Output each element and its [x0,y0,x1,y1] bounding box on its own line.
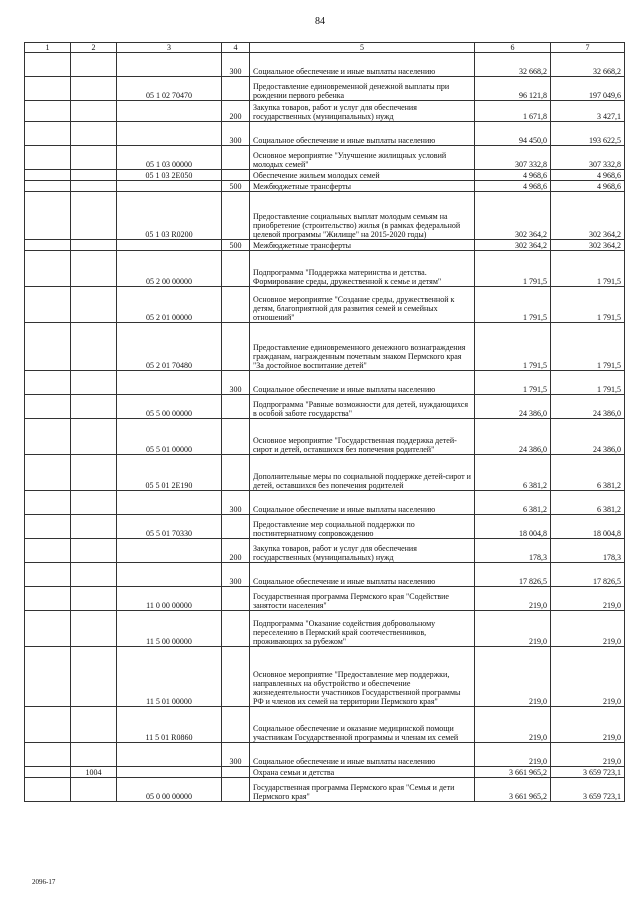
cell-amount-year1: 219,0 [475,611,551,647]
cell-expense-type [222,77,250,101]
cell-amount-year1: 1 791,5 [475,287,551,323]
cell-description: Основное мероприятие "Государственная поддержка детей-сирот и детей, оставшихся без попечения родителей" [250,419,475,455]
cell-subsection [71,53,117,77]
cell-amount-year1: 3 661 965,2 [475,767,551,778]
cell-section [25,491,71,515]
cell-amount-year2: 219,0 [551,647,625,707]
cell-section [25,587,71,611]
cell-subsection [71,146,117,170]
cell-amount-year2: 3 427,1 [551,101,625,122]
cell-section [25,287,71,323]
cell-expense-type: 300 [222,371,250,395]
cell-amount-year2: 1 791,5 [551,323,625,371]
table-row [25,287,625,323]
cell-expense-type [222,146,250,170]
document-code: 2096-17 [32,878,56,886]
cell-subsection [71,778,117,802]
cell-subsection [71,647,117,707]
cell-amount-year1: 219,0 [475,743,551,767]
cell-expense-type [222,778,250,802]
column-header: 5 [250,43,475,53]
cell-subsection [71,539,117,563]
cell-description: Обеспечение жильем молодых семей [250,170,475,181]
cell-subsection [71,122,117,146]
table-row [25,491,625,515]
cell-subsection [71,181,117,192]
table-row [25,563,625,587]
cell-description: Предоставление социальных выплат молодым семьям на приобретение (строительство) жилья (в рамках федеральной целевой программы "Жилище" на 2015-2020 годы) [250,192,475,240]
cell-target-article: 05 5 01 00000 [117,419,222,455]
table-row [25,240,625,251]
cell-target-article: 05 0 00 00000 [117,778,222,802]
cell-description: Подпрограмма "Оказание содействия добровольному переселению в Пермский край соотечественников, проживающих за рубежом" [250,611,475,647]
budget-table [24,42,625,802]
cell-subsection [71,170,117,181]
cell-amount-year2: 4 968,6 [551,170,625,181]
cell-section [25,323,71,371]
cell-amount-year1: 219,0 [475,707,551,743]
column-header: 6 [475,43,551,53]
cell-amount-year2: 178,3 [551,539,625,563]
cell-amount-year1: 4 968,6 [475,181,551,192]
cell-target-article [117,491,222,515]
cell-section [25,455,71,491]
cell-amount-year1: 1 791,5 [475,323,551,371]
cell-section [25,101,71,122]
table-row [25,419,625,455]
cell-target-article: 11 0 00 00000 [117,587,222,611]
cell-subsection [71,192,117,240]
cell-amount-year2: 3 659 723,1 [551,778,625,802]
cell-description: Социальное обеспечение и иные выплаты населению [250,563,475,587]
cell-amount-year2: 219,0 [551,707,625,743]
cell-expense-type [222,707,250,743]
cell-expense-type [222,287,250,323]
cell-section [25,170,71,181]
cell-amount-year1: 302 364,2 [475,192,551,240]
cell-description: Подпрограмма "Поддержка материнства и детства. Формирование среды, дружественной к семье и детям" [250,251,475,287]
cell-amount-year2: 219,0 [551,743,625,767]
cell-section [25,647,71,707]
cell-section [25,767,71,778]
cell-description: Предоставление мер социальной поддержки по постинтернатному сопровождению [250,515,475,539]
cell-target-article: 05 1 03 R0200 [117,192,222,240]
cell-subsection [71,455,117,491]
cell-target-article: 05 5 00 00000 [117,395,222,419]
cell-amount-year1: 6 381,2 [475,455,551,491]
cell-description: Закупка товаров, работ и услуг для обеспечения государственных (муниципальных) нужд [250,101,475,122]
cell-subsection [71,240,117,251]
cell-description: Подпрограмма "Равные возможности для детей, нуждающихся в особой заботе государства" [250,395,475,419]
cell-amount-year1: 96 121,8 [475,77,551,101]
cell-expense-type [222,455,250,491]
cell-subsection [71,101,117,122]
cell-amount-year2: 4 968,6 [551,181,625,192]
table-row [25,371,625,395]
cell-target-article [117,122,222,146]
table-row [25,323,625,371]
cell-expense-type [222,323,250,371]
cell-target-article: 05 2 01 70480 [117,323,222,371]
header-row [25,43,625,53]
cell-description: Межбюджетные трансферты [250,240,475,251]
cell-amount-year1: 1 671,8 [475,101,551,122]
table-row [25,170,625,181]
cell-expense-type [222,767,250,778]
cell-expense-type: 300 [222,53,250,77]
cell-subsection [71,287,117,323]
table-row [25,778,625,802]
cell-amount-year1: 302 364,2 [475,240,551,251]
table-row [25,122,625,146]
cell-target-article: 11 5 00 00000 [117,611,222,647]
cell-expense-type: 200 [222,539,250,563]
cell-target-article [117,240,222,251]
cell-target-article [117,53,222,77]
cell-amount-year1: 3 661 965,2 [475,778,551,802]
cell-expense-type [222,419,250,455]
cell-amount-year2: 18 004,8 [551,515,625,539]
cell-target-article: 05 5 01 70330 [117,515,222,539]
column-header: 4 [222,43,250,53]
cell-amount-year2: 193 622,5 [551,122,625,146]
cell-subsection [71,743,117,767]
cell-amount-year1: 94 450,0 [475,122,551,146]
table-row [25,192,625,240]
cell-amount-year2: 1 791,5 [551,371,625,395]
cell-amount-year1: 1 791,5 [475,251,551,287]
cell-amount-year1: 307 332,8 [475,146,551,170]
cell-description: Государственная программа Пермского края "Содействие занятости населения" [250,587,475,611]
table-row [25,587,625,611]
cell-target-article: 05 1 03 00000 [117,146,222,170]
cell-expense-type: 200 [222,101,250,122]
cell-amount-year2: 17 826,5 [551,563,625,587]
table-row [25,647,625,707]
table-row [25,251,625,287]
cell-expense-type [222,587,250,611]
cell-description: Государственная программа Пермского края "Семья и дети Пермского края" [250,778,475,802]
cell-subsection [71,611,117,647]
table-row [25,767,625,778]
table-row [25,395,625,419]
cell-subsection [71,251,117,287]
table-row [25,77,625,101]
cell-description: Основное мероприятие "Улучшение жилищных условий молодых семей" [250,146,475,170]
cell-section [25,611,71,647]
cell-section [25,53,71,77]
cell-amount-year2: 6 381,2 [551,491,625,515]
cell-description: Охрана семьи и детства [250,767,475,778]
column-header: 1 [25,43,71,53]
cell-amount-year1: 1 791,5 [475,371,551,395]
cell-target-article: 11 5 01 R0860 [117,707,222,743]
cell-subsection [71,395,117,419]
cell-description: Основное мероприятие "Создание среды, дружественной к детям, благоприятной для развития семей и семейных отношений" [250,287,475,323]
cell-subsection: 1004 [71,767,117,778]
cell-description: Межбюджетные трансферты [250,181,475,192]
cell-section [25,77,71,101]
cell-section [25,251,71,287]
cell-amount-year2: 24 386,0 [551,395,625,419]
cell-description: Социальное обеспечение и иные выплаты населению [250,491,475,515]
cell-section [25,395,71,419]
cell-amount-year2: 302 364,2 [551,192,625,240]
cell-subsection [71,419,117,455]
cell-section [25,146,71,170]
cell-expense-type: 300 [222,743,250,767]
cell-target-article: 05 2 00 00000 [117,251,222,287]
cell-amount-year2: 3 659 723,1 [551,767,625,778]
cell-target-article: 05 5 01 2Е190 [117,455,222,491]
table-row [25,146,625,170]
cell-description: Социальное обеспечение и иные выплаты населению [250,743,475,767]
cell-section [25,192,71,240]
table-row [25,181,625,192]
table-row [25,101,625,122]
cell-section [25,122,71,146]
cell-amount-year1: 32 668,2 [475,53,551,77]
cell-target-article: 05 1 03 2Е050 [117,170,222,181]
column-header: 2 [71,43,117,53]
cell-expense-type: 500 [222,240,250,251]
cell-amount-year2: 197 049,6 [551,77,625,101]
cell-description: Предоставление единовременного денежного вознаграждения гражданам, награжденным почетным знаком Пермского края "За достойное воспитание детей" [250,323,475,371]
table-row [25,611,625,647]
cell-amount-year1: 219,0 [475,647,551,707]
cell-expense-type: 300 [222,122,250,146]
cell-section [25,419,71,455]
cell-target-article [117,101,222,122]
cell-section [25,539,71,563]
cell-amount-year2: 1 791,5 [551,287,625,323]
cell-expense-type [222,192,250,240]
cell-target-article [117,539,222,563]
cell-amount-year1: 24 386,0 [475,395,551,419]
cell-description: Социальное обеспечение и иные выплаты населению [250,53,475,77]
cell-section [25,181,71,192]
cell-description: Основное мероприятие "Предоставление мер поддержки, направленных на обустройство и обеспечение жизнедеятельности участников Государственной программы РФ и членов их семей на территории Пермского края" [250,647,475,707]
cell-description: Предоставление единовременной денежной выплаты при рождении первого ребенка [250,77,475,101]
cell-amount-year2: 6 381,2 [551,455,625,491]
cell-description: Социальное обеспечение и оказание медицинской помощи участникам Государственной программы и членам их семей [250,707,475,743]
cell-amount-year2: 32 668,2 [551,53,625,77]
cell-section [25,371,71,395]
cell-subsection [71,563,117,587]
cell-target-article [117,767,222,778]
cell-subsection [71,587,117,611]
cell-amount-year1: 17 826,5 [475,563,551,587]
cell-amount-year1: 24 386,0 [475,419,551,455]
cell-target-article [117,743,222,767]
column-header: 3 [117,43,222,53]
cell-subsection [71,515,117,539]
cell-expense-type [222,515,250,539]
cell-description: Социальное обеспечение и иные выплаты населению [250,122,475,146]
cell-subsection [71,371,117,395]
cell-amount-year2: 302 364,2 [551,240,625,251]
cell-subsection [71,323,117,371]
cell-amount-year1: 4 968,6 [475,170,551,181]
cell-expense-type [222,611,250,647]
cell-subsection [71,707,117,743]
cell-target-article: 11 5 01 00000 [117,647,222,707]
cell-expense-type: 300 [222,563,250,587]
cell-amount-year1: 18 004,8 [475,515,551,539]
table-row [25,539,625,563]
cell-description: Дополнительные меры по социальной поддержке детей-сирот и детей, оставшихся без попечения родителей [250,455,475,491]
cell-expense-type: 300 [222,491,250,515]
cell-expense-type [222,251,250,287]
cell-section [25,515,71,539]
cell-amount-year2: 24 386,0 [551,419,625,455]
cell-section [25,707,71,743]
cell-target-article [117,181,222,192]
table-row [25,743,625,767]
cell-amount-year1: 219,0 [475,587,551,611]
page-number: 84 [315,16,325,27]
cell-description: Социальное обеспечение и иные выплаты населению [250,371,475,395]
cell-section [25,743,71,767]
cell-amount-year1: 178,3 [475,539,551,563]
cell-section [25,240,71,251]
table-row [25,53,625,77]
cell-target-article: 05 2 01 00000 [117,287,222,323]
cell-subsection [71,77,117,101]
cell-amount-year2: 1 791,5 [551,251,625,287]
cell-amount-year1: 6 381,2 [475,491,551,515]
column-header: 7 [551,43,625,53]
cell-subsection [71,491,117,515]
cell-expense-type [222,647,250,707]
cell-section [25,778,71,802]
cell-expense-type: 500 [222,181,250,192]
cell-expense-type [222,395,250,419]
cell-amount-year2: 307 332,8 [551,146,625,170]
table-row [25,455,625,491]
cell-expense-type [222,170,250,181]
cell-description: Закупка товаров, работ и услуг для обеспечения государственных (муниципальных) нужд [250,539,475,563]
cell-amount-year2: 219,0 [551,587,625,611]
cell-amount-year2: 219,0 [551,611,625,647]
table-row [25,707,625,743]
table-row [25,515,625,539]
cell-target-article [117,563,222,587]
cell-section [25,563,71,587]
cell-target-article [117,371,222,395]
cell-target-article: 05 1 02 70470 [117,77,222,101]
